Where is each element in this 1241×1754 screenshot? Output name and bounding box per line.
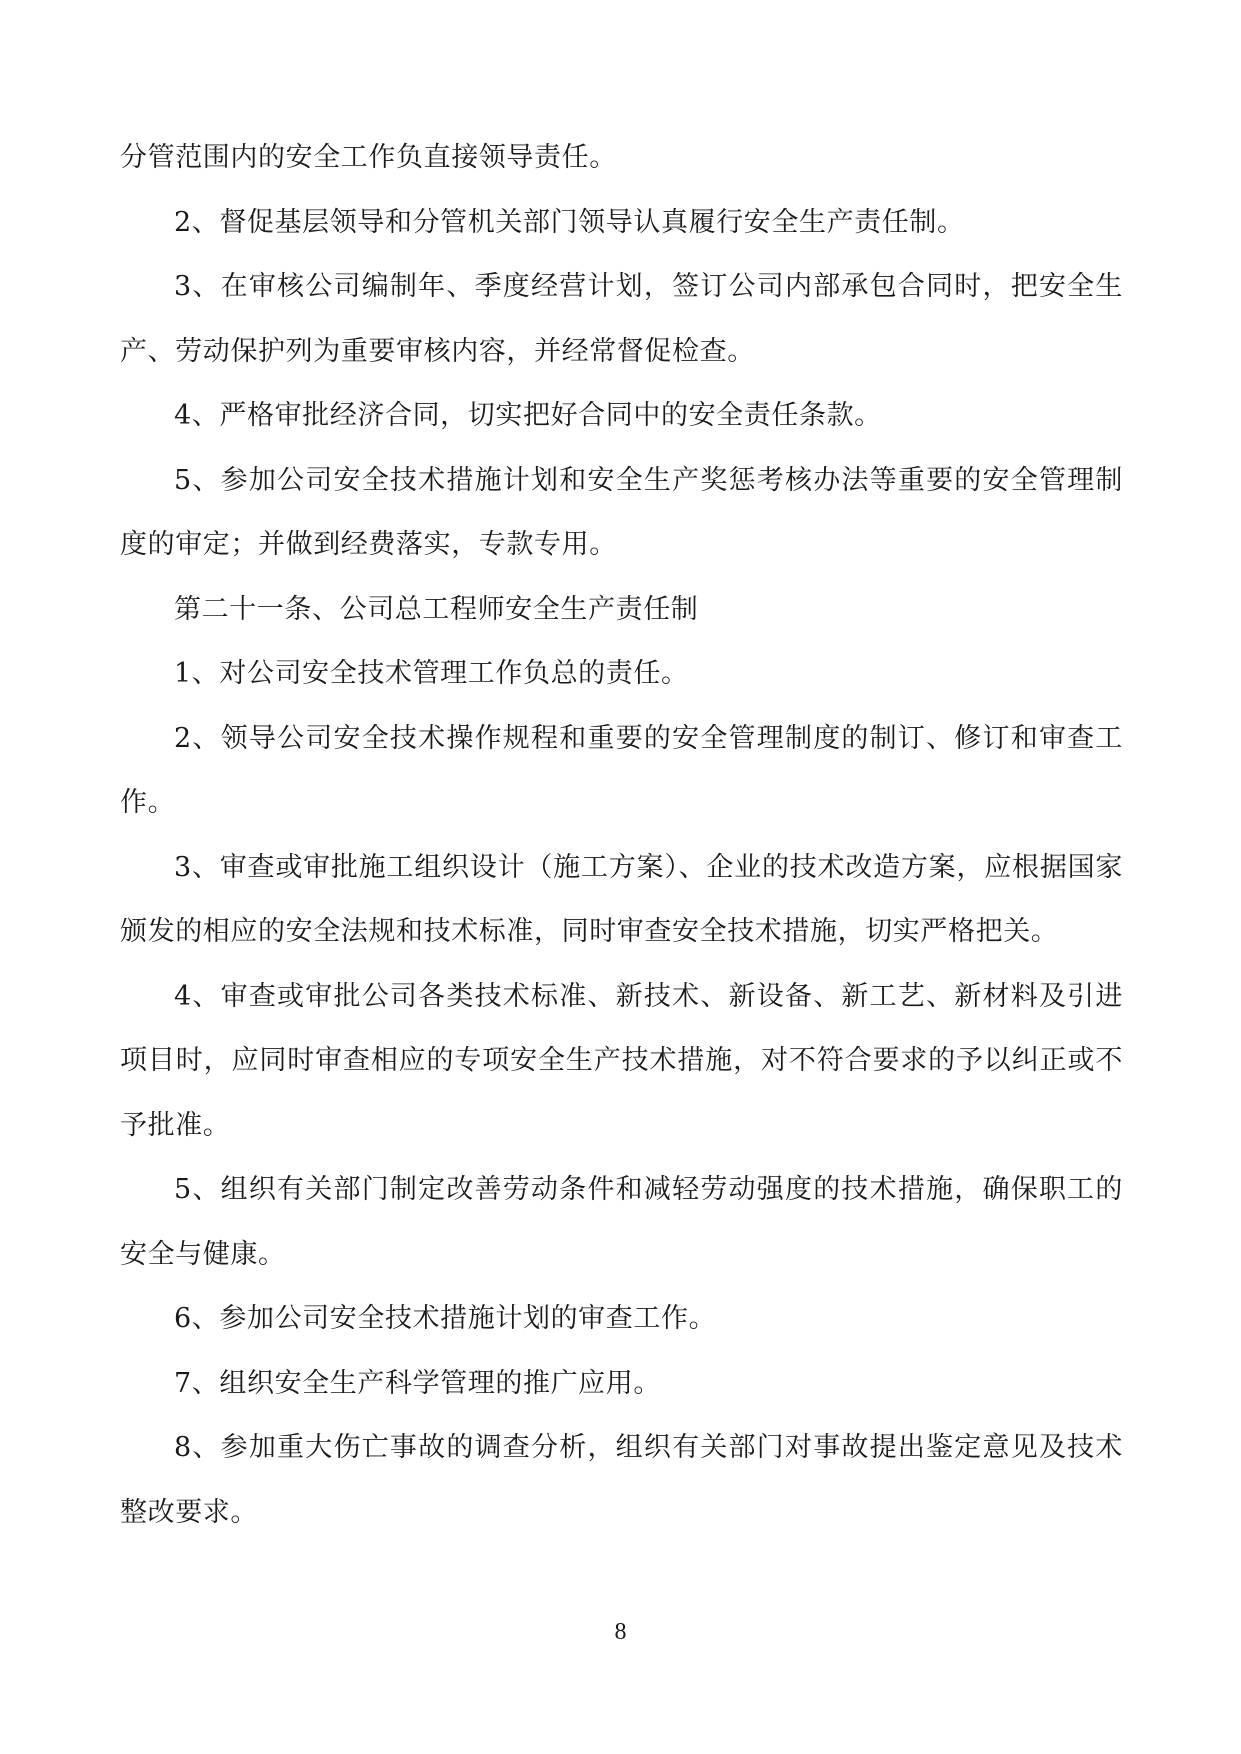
paragraph-item-8: 8、参加重大伤亡事故的调查分析，组织有关部门对事故提出鉴定意见及技术整改要求。 (120, 1432, 1123, 1528)
paragraph-item-3: 3、在审核公司编制年、季度经营计划，签订公司内部承包合同时，把安全生产、劳动保护列为重要审核内容，并经常督促检查。 (120, 271, 1123, 367)
paragraph-item-4: 4、严格审批经济合同，切实把好合同中的安全责任条款。 (174, 400, 882, 431)
paragraph-item-4: 4、审查或审批公司各类技术标准、新技术、新设备、新工艺、新材料及引进项目时，应同时审查相应的专项安全生产技术措施，对不符合要求的予以纠正或不予批准。 (120, 980, 1123, 1141)
paragraph-item-6: 6、参加公司安全技术措施计划的审查工作。 (174, 1303, 717, 1334)
paragraph-item-5: 5、参加公司安全技术措施计划和安全生产奖惩考核办法等重要的安全管理制度的审定；并做到经费落实，专款专用。 (120, 464, 1123, 560)
section-heading-article-21: 第二十一条、公司总工程师安全生产责任制 (174, 593, 699, 625)
paragraph-item-3: 3、审查或审批施工组织设计（施工方案）、企业的技术改造方案，应根据国家颁发的相应的安全法规和技术标准，同时审查安全技术措施，切实严格把关。 (120, 851, 1123, 947)
paragraph-item-2: 2、督促基层领导和分管机关部门领导认真履行安全生产责任制。 (174, 206, 965, 238)
page-number: 8 (614, 1619, 627, 1645)
paragraph-item-2: 2、领导公司安全技术操作规程和重要的安全管理制度的制订、修订和审查工作。 (120, 722, 1123, 818)
paragraph-item-5: 5、组织有关部门制定改善劳动条件和减轻劳动强度的技术措施，确保职工的安全与健康。 (120, 1174, 1123, 1270)
paragraph-item-1: 1、对公司安全技术管理工作负总的责任。 (174, 658, 689, 689)
paragraph-item-7: 7、组织安全生产科学管理的推广应用。 (174, 1367, 661, 1399)
paragraph-continuation: 分管范围内的安全工作负直接领导责任。 (120, 142, 617, 173)
document-body (120, 126, 1123, 1545)
